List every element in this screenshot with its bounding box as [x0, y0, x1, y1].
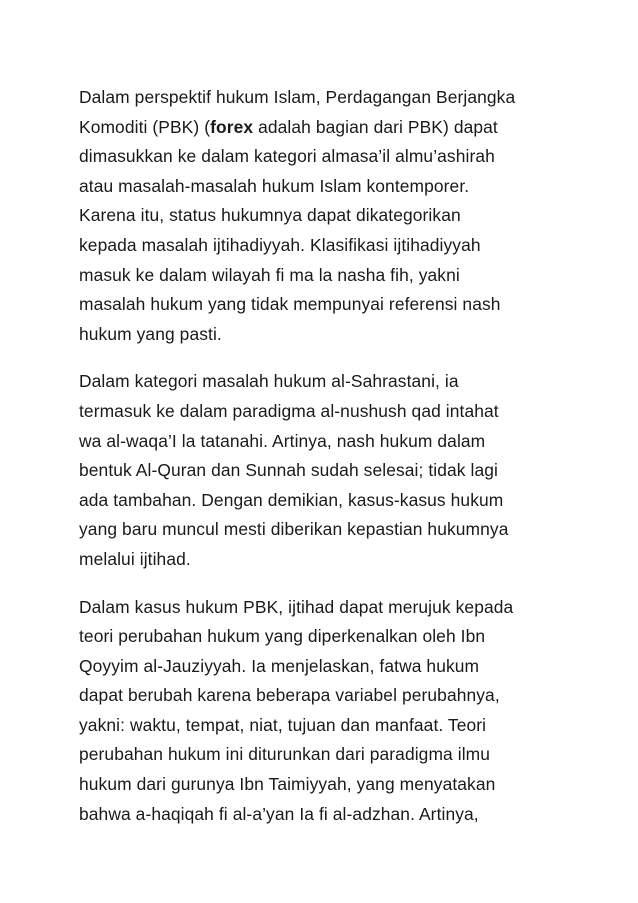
text-run: hukum yang pasti.	[79, 323, 222, 344]
text-run: Dalam kategori masalah hukum al-Sahrastani, ia	[79, 371, 459, 392]
text-line	[79, 172, 579, 202]
text-line	[79, 622, 579, 652]
paragraph-1	[79, 83, 579, 349]
text-line	[79, 261, 579, 291]
paragraph-2	[79, 367, 579, 574]
text-line	[79, 740, 579, 770]
text-line	[79, 320, 579, 350]
text-run: Karena itu, status hukumnya dapat dikategorikan	[79, 205, 461, 226]
text-run: ada tambahan. Dengan demikian, kasus-kasus hukum	[79, 489, 504, 510]
text-run: melalui ijtihad.	[79, 548, 191, 569]
text-line	[79, 800, 579, 830]
text-line	[79, 593, 579, 623]
text-run: hukum dari gurunya Ibn Taimiyyah, yang menyatakan	[79, 774, 496, 795]
text-run: masalah hukum yang tidak mempunyai referensi nash	[79, 294, 501, 315]
text-run: bahwa a-haqiqah fi al-a’yan Ia fi al-adzhan. Artinya,	[79, 803, 479, 824]
text-run: wa al-waqa’I la tatanahi. Artinya, nash hukum dalam	[79, 430, 486, 451]
text-line	[79, 427, 579, 457]
bold-term-forex: forex	[210, 116, 254, 137]
text-run: yang baru muncul mesti diberikan kepastian hukumnya	[79, 519, 509, 540]
text-run: teori perubahan hukum yang diperkenalkan oleh Ibn	[79, 626, 486, 647]
text-line	[79, 681, 579, 711]
text-line	[79, 231, 579, 261]
text-line	[79, 545, 579, 575]
text-run: masuk ke dalam wilayah fi ma la nasha fih, yakni	[79, 264, 460, 285]
text-line	[79, 367, 579, 397]
text-line	[79, 486, 579, 516]
text-run: Dalam kasus hukum PBK, ijtihad dapat merujuk kepada	[79, 596, 514, 617]
text-run: bentuk Al-Quran dan Sunnah sudah selesai; tidak lagi	[79, 460, 498, 481]
text-line	[79, 515, 579, 545]
paragraph-3	[79, 593, 579, 830]
text-line	[79, 770, 579, 800]
text-run: dapat berubah karena beberapa variabel perubahnya,	[79, 685, 500, 706]
text-line	[79, 652, 579, 682]
text-line	[79, 456, 579, 486]
text-run: adalah bagian dari PBK) dapat	[253, 116, 498, 137]
text-run: Dalam perspektif hukum Islam, Perdagangan Berjangka	[79, 87, 516, 107]
text-run: yakni: waktu, tempat, niat, tujuan dan manfaat. Teori	[79, 714, 487, 735]
document-body	[79, 83, 579, 847]
text-run: atau masalah-masalah hukum Islam kontemporer.	[79, 175, 470, 196]
text-line	[79, 113, 579, 143]
text-line	[79, 290, 579, 320]
text-line	[79, 397, 579, 427]
text-line	[79, 142, 579, 172]
text-run: Qoyyim al-Jauziyyah. Ia menjelaskan, fatwa hukum	[79, 655, 480, 676]
text-line	[79, 83, 579, 113]
text-run: termasuk ke dalam paradigma al-nushush qad intahat	[79, 400, 499, 421]
text-run: dimasukkan ke dalam kategori almasa’il almu’ashirah	[79, 146, 495, 167]
text-run: perubahan hukum ini diturunkan dari paradigma ilmu	[79, 744, 491, 765]
text-run: kepada masalah ijtihadiyyah. Klasifikasi ijtihadiyyah	[79, 234, 481, 255]
text-line	[79, 201, 579, 231]
text-line	[79, 711, 579, 741]
text-run: Komoditi (PBK) (	[79, 116, 211, 137]
